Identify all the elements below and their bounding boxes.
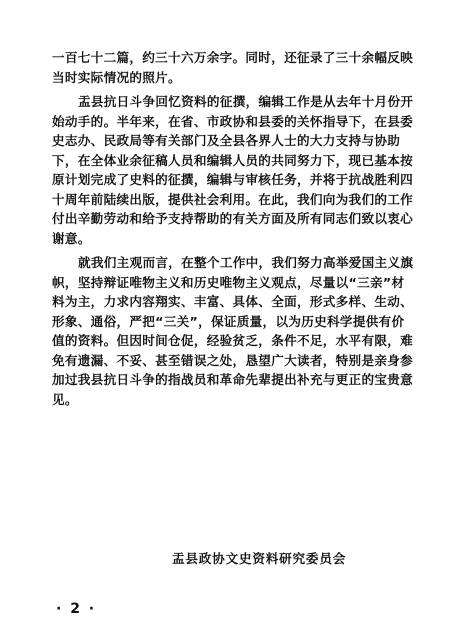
paragraph-1 <box>52 48 414 87</box>
text-line: 免有遗漏、不妥、甚至错误之处，恳望广大读者，特别是亲身参 <box>52 352 414 368</box>
text-line: 一百七十二篇，约三十六万余字。同时，还征录了三十余幅反映 <box>52 50 414 65</box>
text-line: 始动手的。半年来，在省、市政协和县委的关怀指导下，在县委 <box>52 113 414 129</box>
page-number: · 2 · <box>56 601 97 617</box>
document-body <box>52 48 414 409</box>
text-line: 原计划完成了史料的征撰，编辑与审核任务，并将于抗战胜利四 <box>52 172 414 187</box>
text-line: 值的资料。但因时间仓促，经验贫乏，条件不足，水平有限，难 <box>52 333 414 348</box>
text-line: 史志办、民政局等有关部门及全县各界人士的大力支持与协助 <box>52 133 401 148</box>
paragraph-3 <box>52 253 414 409</box>
text-line: 当时实际情况的照片。 <box>52 69 181 85</box>
paragraph-2 <box>52 92 414 248</box>
text-line: 见。 <box>52 391 78 407</box>
text-line: 加过我县抗日斗争的指战员和革命先辈提出补充与更正的宝贵意 <box>52 372 414 387</box>
text-line: 就我们主观而言，在整个工作中，我们努力高举爱国主义旗 <box>78 255 414 270</box>
text-line: 盂县抗日斗争回忆资料的征撰，编辑工作是从去年十月份开 <box>78 94 414 109</box>
text-line: 帜，坚持辩证唯物主义和历史唯物主义观点，尽量以“三亲”材 <box>52 274 405 290</box>
text-line: 料为主，力求内容翔实、丰富、具体、全面，形式多样、生动、 <box>52 294 414 309</box>
text-line: 形象、通俗，严把“三关”，保证质量，以为历史科学提供有价 <box>52 313 405 329</box>
signature: 盂县政协文史资料研究委员会 <box>172 551 347 566</box>
text-line: 下，在全体业余征稿人员和编辑人员的共同努力下，现已基本按 <box>52 152 414 168</box>
text-line: 付出辛勤劳动和给予支持帮助的有关方面及所有同志们致以衷心 <box>52 211 414 226</box>
text-line: 十周年前陆续出版，提供社会利用。在此，我们向为我们的工作 <box>52 191 414 207</box>
text-line: 谢意。 <box>52 230 91 246</box>
